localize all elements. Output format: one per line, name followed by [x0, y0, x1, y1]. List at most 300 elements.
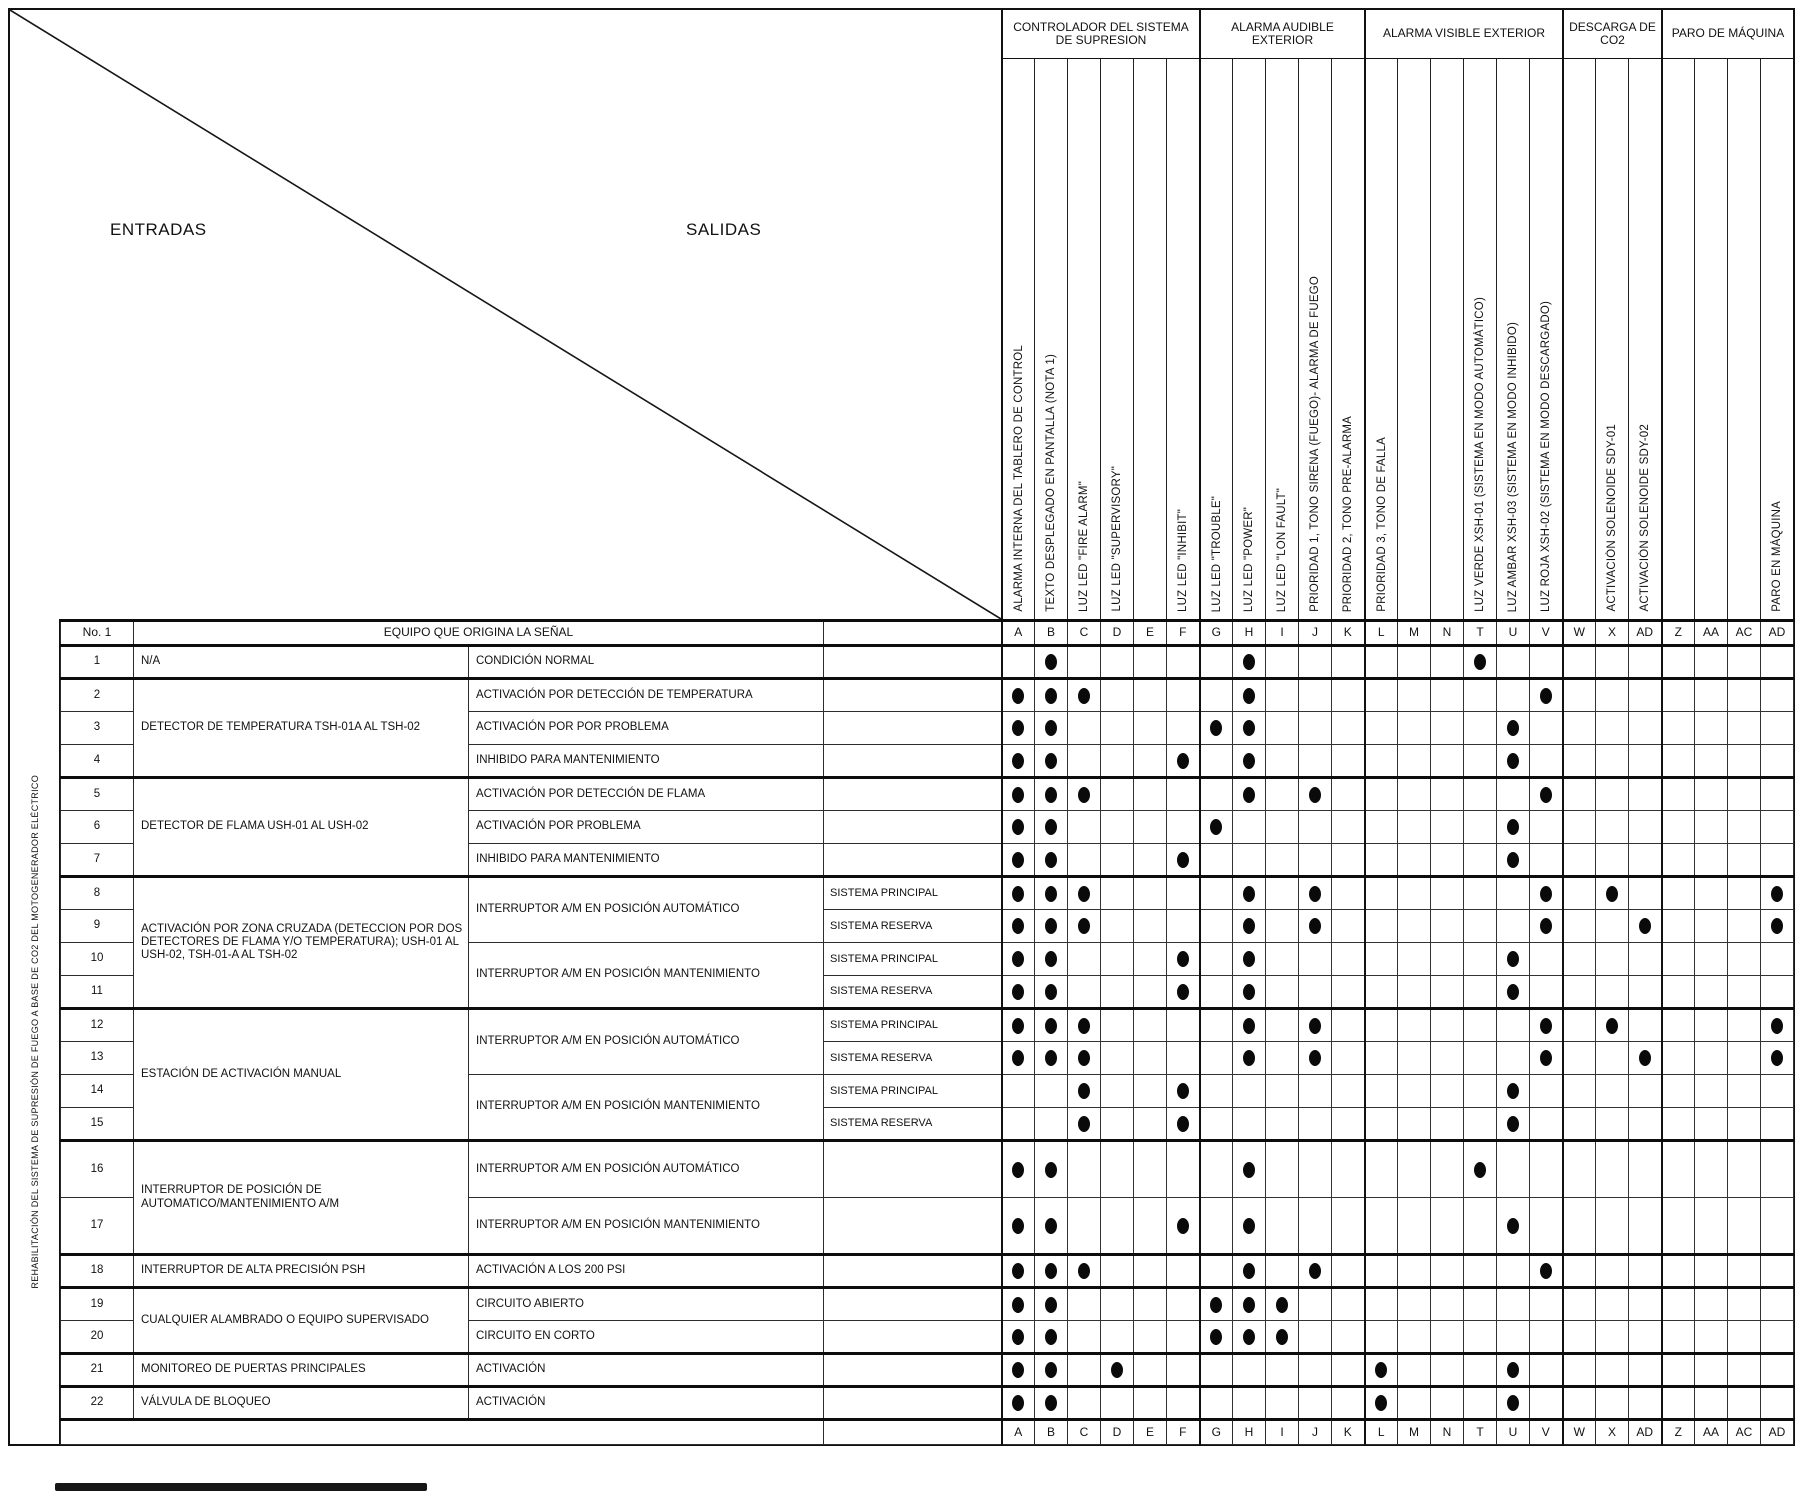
cell-21-I [1266, 1354, 1299, 1387]
cell-2-B [1035, 679, 1068, 712]
cell-7-N [1431, 844, 1464, 877]
signal-dot [1309, 886, 1321, 902]
cell-21-M [1398, 1354, 1431, 1387]
cell-5-X [1596, 778, 1629, 811]
row-number: 11 [61, 976, 134, 1009]
bottom-letter-1: A [1002, 1420, 1035, 1445]
bottom-letter-10: J [1299, 1420, 1332, 1445]
signal-dot [1045, 1395, 1057, 1411]
system-label [824, 712, 1002, 745]
signal-dot [1012, 819, 1024, 835]
cell-5-AC [1728, 778, 1761, 811]
cell-6-A [1002, 811, 1035, 844]
signal-dot [1507, 1362, 1519, 1378]
cell-19-U [1497, 1288, 1530, 1321]
cell-1-AD [1629, 646, 1662, 679]
cell-17-A [1002, 1198, 1035, 1255]
cell-19-G [1200, 1288, 1233, 1321]
signal-dot [1045, 654, 1057, 670]
signal-dot [1474, 1162, 1486, 1178]
column-group-label: CONTROLADOR DEL SISTEMA DE SUPRESION [1013, 19, 1189, 47]
activation-label: CONDICIÓN NORMAL [469, 646, 824, 679]
cell-16-AA [1695, 1141, 1728, 1198]
cell-3-B [1035, 712, 1068, 745]
signal-dot [1012, 1395, 1024, 1411]
cell-15-C [1068, 1108, 1101, 1141]
cell-21-Z [1662, 1354, 1695, 1387]
cell-8-N [1431, 877, 1464, 910]
project-title-rotated: REHABILITACIÓN DEL SISTEMA DE SUPRESIÓN DE FUEGO A BASE DE CO2 DEL MOTOGENERADOR ELÉCTRICO [29, 774, 40, 1289]
cell-8-M [1398, 877, 1431, 910]
signal-dot [1309, 1018, 1321, 1034]
signal-dot [1474, 654, 1486, 670]
cell-17-L [1365, 1198, 1398, 1255]
cell-7-T [1464, 844, 1497, 877]
cell-5-T [1464, 778, 1497, 811]
cell-20-AD [1629, 1321, 1662, 1354]
cell-17-V [1530, 1198, 1563, 1255]
cell-22-B [1035, 1387, 1068, 1420]
signal-dot [1507, 951, 1519, 967]
cell-6-M [1398, 811, 1431, 844]
cell-22-AA [1695, 1387, 1728, 1420]
cell-5-K [1332, 778, 1365, 811]
column-header-label: LUZ LED "TROUBLE" [1210, 495, 1223, 612]
matrix-row-16 [61, 1141, 1794, 1198]
cell-16-H [1233, 1141, 1266, 1198]
signal-dot [1012, 1297, 1024, 1313]
system-label: SISTEMA RESERVA [824, 1108, 1002, 1141]
cell-11-T [1464, 976, 1497, 1009]
cell-1-C [1068, 646, 1101, 679]
cell-2-AD [1629, 679, 1662, 712]
signal-dot [1012, 1362, 1024, 1378]
activation-label: INTERRUPTOR A/M EN POSICIÓN MANTENIMIENTO [469, 1198, 824, 1255]
cell-6-AC [1728, 811, 1761, 844]
cell-5-F [1167, 778, 1200, 811]
signal-dot [1177, 1083, 1189, 1099]
cell-14-M [1398, 1075, 1431, 1108]
cell-17-E [1134, 1198, 1167, 1255]
signal-dot [1078, 886, 1090, 902]
column-header-21-Z [1661, 59, 1694, 619]
cell-18-V [1530, 1255, 1563, 1288]
cell-11-E [1134, 976, 1167, 1009]
system-label [824, 1321, 1002, 1354]
cell-1-AA [1695, 646, 1728, 679]
header-letter-1: A [1002, 621, 1035, 646]
signal-dot [1177, 984, 1189, 1000]
bottom-letter-20: AD [1629, 1420, 1662, 1445]
header-system-cell [824, 621, 1002, 646]
header-letter-3: C [1068, 621, 1101, 646]
cell-13-AD [1629, 1042, 1662, 1075]
system-label: SISTEMA PRINCIPAL [824, 1009, 1002, 1042]
row-number: 20 [61, 1321, 134, 1354]
column-header-label: ACTIVACIÓN SOLENOIDE SDY-01 [1606, 424, 1618, 612]
bottom-letter-16: U [1497, 1420, 1530, 1445]
signal-dot [1045, 918, 1057, 934]
signal-dot [1210, 1329, 1222, 1345]
cell-7-K [1332, 844, 1365, 877]
cell-12-F [1167, 1009, 1200, 1042]
cell-5-N [1431, 778, 1464, 811]
cell-19-H [1233, 1288, 1266, 1321]
cell-13-A [1002, 1042, 1035, 1075]
cell-15-I [1266, 1108, 1299, 1141]
cell-20-L [1365, 1321, 1398, 1354]
cell-22-Z [1662, 1387, 1695, 1420]
cell-5-L [1365, 778, 1398, 811]
cell-11-H [1233, 976, 1266, 1009]
column-header-8-H [1232, 59, 1265, 619]
cell-3-C [1068, 712, 1101, 745]
signal-dot [1045, 1263, 1057, 1279]
cell-5-U [1497, 778, 1530, 811]
cell-20-AA [1695, 1321, 1728, 1354]
cell-14-B [1035, 1075, 1068, 1108]
header-letter-6: F [1167, 621, 1200, 646]
header-letter-19: X [1596, 621, 1629, 646]
activation-label: ACTIVACIÓN POR DETECCIÓN DE FLAMA [469, 778, 824, 811]
diagonal-line [10, 10, 1001, 619]
signal-dot [1045, 688, 1057, 704]
cell-19-E [1134, 1288, 1167, 1321]
signal-dot [1045, 1050, 1057, 1066]
cell-2-J [1299, 679, 1332, 712]
cell-3-T [1464, 712, 1497, 745]
cell-20-F [1167, 1321, 1200, 1354]
cell-5-H [1233, 778, 1266, 811]
cell-3-X [1596, 712, 1629, 745]
cell-5-D [1101, 778, 1134, 811]
cell-10-AD [1629, 943, 1662, 976]
header-letter-16: U [1497, 621, 1530, 646]
cell-20-H [1233, 1321, 1266, 1354]
system-label [824, 1354, 1002, 1387]
cell-16-V [1530, 1141, 1563, 1198]
cell-9-F [1167, 910, 1200, 943]
cell-13-AA [1695, 1042, 1728, 1075]
cell-9-AA [1695, 910, 1728, 943]
cell-1-F [1167, 646, 1200, 679]
bottom-letter-18: W [1563, 1420, 1596, 1445]
system-label [824, 1288, 1002, 1321]
cell-14-AD [1761, 1075, 1794, 1108]
cell-8-AD [1761, 877, 1794, 910]
signal-dot [1639, 1050, 1651, 1066]
cell-10-A [1002, 943, 1035, 976]
cell-4-AD [1761, 745, 1794, 778]
cell-16-K [1332, 1141, 1365, 1198]
row-number: 1 [61, 646, 134, 679]
cell-3-E [1134, 712, 1167, 745]
header-letter-12: L [1365, 621, 1398, 646]
matrix-row-22 [61, 1387, 1794, 1420]
cell-7-E [1134, 844, 1167, 877]
header-letter-14: N [1431, 621, 1464, 646]
signal-dot [1177, 1116, 1189, 1132]
cell-3-U [1497, 712, 1530, 745]
column-header-3-C [1067, 59, 1100, 619]
cell-18-G [1200, 1255, 1233, 1288]
cell-6-G [1200, 811, 1233, 844]
cell-21-T [1464, 1354, 1497, 1387]
cell-17-AD [1629, 1198, 1662, 1255]
cell-8-AD [1629, 877, 1662, 910]
cell-8-A [1002, 877, 1035, 910]
signal-dot [1045, 1162, 1057, 1178]
cell-20-I [1266, 1321, 1299, 1354]
cell-8-T [1464, 877, 1497, 910]
cell-14-D [1101, 1075, 1134, 1108]
signal-dot [1540, 1050, 1552, 1066]
cell-2-AA [1695, 679, 1728, 712]
cell-12-W [1563, 1009, 1596, 1042]
cell-11-AA [1695, 976, 1728, 1009]
signal-dot [1045, 951, 1057, 967]
cell-1-J [1299, 646, 1332, 679]
column-header-label: ALARMA INTERNA DEL TABLERO DE CONTROL [1012, 345, 1025, 612]
cell-5-AD [1761, 778, 1794, 811]
signal-dot [1639, 918, 1651, 934]
cell-20-J [1299, 1321, 1332, 1354]
column-header-14-N [1430, 59, 1463, 619]
cell-14-N [1431, 1075, 1464, 1108]
cell-15-AC [1728, 1108, 1761, 1141]
column-headers [1001, 59, 1793, 619]
cell-14-H [1233, 1075, 1266, 1108]
cell-3-K [1332, 712, 1365, 745]
cell-12-X [1596, 1009, 1629, 1042]
header-letter-17: V [1530, 621, 1563, 646]
column-group-label: ALARMA AUDIBLE EXTERIOR [1231, 19, 1334, 47]
drawing-frame [8, 8, 1795, 1446]
cell-21-F [1167, 1354, 1200, 1387]
system-label [824, 1255, 1002, 1288]
cell-2-A [1002, 679, 1035, 712]
cell-20-X [1596, 1321, 1629, 1354]
cell-21-H [1233, 1354, 1266, 1387]
row-number: 10 [61, 943, 134, 976]
signal-dot [1045, 819, 1057, 835]
bottom-letters-row [61, 1420, 1794, 1445]
activation-label: INTERRUPTOR A/M EN POSICIÓN MANTENIMIENTO [469, 943, 824, 1009]
cell-16-Z [1662, 1141, 1695, 1198]
row-number: 14 [61, 1075, 134, 1108]
cell-13-D [1101, 1042, 1134, 1075]
row-number: 4 [61, 745, 134, 778]
equipment-label: MONITOREO DE PUERTAS PRINCIPALES [134, 1354, 469, 1387]
column-header-label: LUZ LED "SUPERVISORY" [1111, 466, 1123, 612]
signal-dot [1771, 1018, 1783, 1034]
cell-1-N [1431, 646, 1464, 679]
signal-dot [1078, 1083, 1090, 1099]
cell-15-D [1101, 1108, 1134, 1141]
header-letter-2: B [1035, 621, 1068, 646]
signal-dot [1078, 1050, 1090, 1066]
cell-14-A [1002, 1075, 1035, 1108]
cell-10-M [1398, 943, 1431, 976]
cell-3-A [1002, 712, 1035, 745]
cell-10-J [1299, 943, 1332, 976]
row-number: 19 [61, 1288, 134, 1321]
signal-dot [1540, 787, 1552, 803]
cell-6-N [1431, 811, 1464, 844]
cell-6-W [1563, 811, 1596, 844]
column-header-18-W [1562, 59, 1595, 619]
system-label: SISTEMA RESERVA [824, 976, 1002, 1009]
signal-dot [1078, 688, 1090, 704]
bottom-letter-4: D [1101, 1420, 1134, 1445]
signal-dot [1507, 1116, 1519, 1132]
signal-dot [1540, 1018, 1552, 1034]
cell-9-E [1134, 910, 1167, 943]
cell-19-AD [1761, 1288, 1794, 1321]
cell-12-K [1332, 1009, 1365, 1042]
cell-16-L [1365, 1141, 1398, 1198]
signal-dot [1375, 1362, 1387, 1378]
bottom-letter-24: AD [1761, 1420, 1794, 1445]
signal-dot [1507, 720, 1519, 736]
signal-dot [1309, 1263, 1321, 1279]
cell-4-W [1563, 745, 1596, 778]
cell-17-AC [1728, 1198, 1761, 1255]
cell-15-AA [1695, 1108, 1728, 1141]
signal-dot [1012, 1018, 1024, 1034]
cell-5-A [1002, 778, 1035, 811]
cell-1-B [1035, 646, 1068, 679]
cell-13-AD [1761, 1042, 1794, 1075]
cell-22-J [1299, 1387, 1332, 1420]
cell-4-L [1365, 745, 1398, 778]
cell-18-T [1464, 1255, 1497, 1288]
cell-7-AD [1629, 844, 1662, 877]
cell-19-I [1266, 1288, 1299, 1321]
cell-9-B [1035, 910, 1068, 943]
cell-16-T [1464, 1141, 1497, 1198]
activation-label: INHIBIDO PARA MANTENIMIENTO [469, 844, 824, 877]
signal-dot [1540, 918, 1552, 934]
cell-12-I [1266, 1009, 1299, 1042]
row-number: 16 [61, 1141, 134, 1198]
cell-9-U [1497, 910, 1530, 943]
cell-20-C [1068, 1321, 1101, 1354]
cell-6-D [1101, 811, 1134, 844]
cell-12-AD [1629, 1009, 1662, 1042]
cell-8-U [1497, 877, 1530, 910]
signal-dot [1243, 886, 1255, 902]
cell-18-K [1332, 1255, 1365, 1288]
cell-2-E [1134, 679, 1167, 712]
cell-5-AD [1629, 778, 1662, 811]
entradas-label: ENTRADAS [110, 220, 207, 239]
column-header-24-AD [1760, 59, 1793, 619]
signal-dot [1078, 1018, 1090, 1034]
cell-17-I [1266, 1198, 1299, 1255]
activation-label: ACTIVACIÓN [469, 1387, 824, 1420]
cell-10-K [1332, 943, 1365, 976]
cell-22-T [1464, 1387, 1497, 1420]
cell-4-AA [1695, 745, 1728, 778]
cell-19-J [1299, 1288, 1332, 1321]
cell-21-E [1134, 1354, 1167, 1387]
column-header-6-F [1166, 59, 1199, 619]
row-number: 18 [61, 1255, 134, 1288]
row-number: 3 [61, 712, 134, 745]
matrix-row-2 [61, 679, 1794, 712]
cell-13-I [1266, 1042, 1299, 1075]
column-group-5 [1661, 10, 1793, 59]
cell-6-B [1035, 811, 1068, 844]
cell-21-W [1563, 1354, 1596, 1387]
column-group-4 [1562, 10, 1661, 59]
header-letter-8: H [1233, 621, 1266, 646]
signal-dot [1507, 819, 1519, 835]
cell-22-V [1530, 1387, 1563, 1420]
cell-4-T [1464, 745, 1497, 778]
cell-19-V [1530, 1288, 1563, 1321]
signal-dot [1243, 1297, 1255, 1313]
signal-dot [1309, 918, 1321, 934]
cell-20-AC [1728, 1321, 1761, 1354]
matrix-row-1 [61, 646, 1794, 679]
equipment-label: VÁLVULA DE BLOQUEO [134, 1387, 469, 1420]
bottom-letter-8: H [1233, 1420, 1266, 1445]
cell-12-N [1431, 1009, 1464, 1042]
signal-dot [1210, 720, 1222, 736]
cell-3-F [1167, 712, 1200, 745]
cell-3-J [1299, 712, 1332, 745]
cell-6-V [1530, 811, 1563, 844]
column-group-1 [1001, 10, 1199, 59]
cell-4-V [1530, 745, 1563, 778]
cell-19-N [1431, 1288, 1464, 1321]
cell-13-M [1398, 1042, 1431, 1075]
system-label: SISTEMA RESERVA [824, 1042, 1002, 1075]
cell-22-N [1431, 1387, 1464, 1420]
cell-2-X [1596, 679, 1629, 712]
cell-8-I [1266, 877, 1299, 910]
cell-17-C [1068, 1198, 1101, 1255]
cell-2-D [1101, 679, 1134, 712]
cell-12-V [1530, 1009, 1563, 1042]
cell-15-J [1299, 1108, 1332, 1141]
cell-8-F [1167, 877, 1200, 910]
cell-21-X [1596, 1354, 1629, 1387]
column-group-3 [1364, 10, 1562, 59]
cell-17-D [1101, 1198, 1134, 1255]
cell-1-X [1596, 646, 1629, 679]
cell-14-C [1068, 1075, 1101, 1108]
cell-20-N [1431, 1321, 1464, 1354]
cell-22-AC [1728, 1387, 1761, 1420]
cell-17-U [1497, 1198, 1530, 1255]
cell-7-V [1530, 844, 1563, 877]
cell-8-D [1101, 877, 1134, 910]
signal-dot [1012, 1050, 1024, 1066]
cell-12-C [1068, 1009, 1101, 1042]
matrix-row-18 [61, 1255, 1794, 1288]
cell-18-W [1563, 1255, 1596, 1288]
signal-dot [1210, 819, 1222, 835]
signal-dot [1012, 1329, 1024, 1345]
cell-13-J [1299, 1042, 1332, 1075]
cell-12-H [1233, 1009, 1266, 1042]
signal-dot [1177, 1218, 1189, 1234]
header-letter-18: W [1563, 621, 1596, 646]
cell-2-T [1464, 679, 1497, 712]
